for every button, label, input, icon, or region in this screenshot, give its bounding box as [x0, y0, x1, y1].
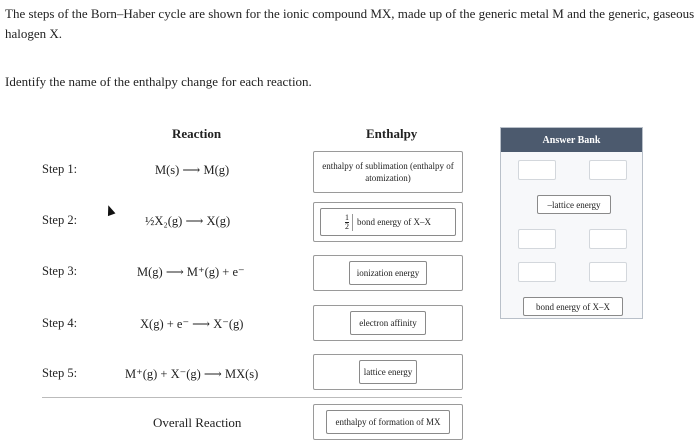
step-2-reaction: [145, 213, 230, 229]
step-1-answer-chip[interactable]: enthalpy of sublimation (enthalpy of atomization): [316, 157, 460, 187]
step-2-fraction-numerator: 1: [344, 212, 349, 222]
reaction-column-header: Reaction: [172, 126, 222, 141]
answer-bank-empty-slot[interactable]: [589, 229, 627, 249]
step-4-answer-slot[interactable]: [313, 305, 463, 341]
step-1-answer-slot[interactable]: [313, 151, 463, 193]
answer-bank-empty-slot[interactable]: [518, 160, 556, 180]
step-2-answer-slot[interactable]: [313, 202, 463, 242]
step-2-label: Step 2:: [42, 213, 78, 227]
overall-answer-chip[interactable]: enthalpy of formation of MX: [326, 410, 450, 434]
step-2-fraction: [345, 214, 353, 231]
step-3-reaction: M(g) ⟶ M⁺(g) + e⁻: [137, 265, 245, 279]
mouse-cursor-icon: [105, 204, 116, 216]
answer-bank-title: Answer Bank: [501, 128, 642, 152]
question-intro: The steps of the Born–Haber cycle are shown for the ionic compound MX, made up of the generic metal M and the generic, gaseous halogen X.: [5, 6, 695, 41]
step-5-label: Step 5:: [42, 366, 78, 380]
answer-bank-empty-slot[interactable]: [518, 229, 556, 249]
step-5-answer-slot[interactable]: [313, 354, 463, 390]
answer-bank-chip-bond-energy[interactable]: bond energy of X–X: [523, 297, 623, 316]
step-4-label: Step 4:: [42, 316, 78, 330]
step-2-coefficient: ½: [145, 214, 155, 228]
step-2-answer-chip[interactable]: [320, 208, 456, 236]
answer-bank-empty-slot[interactable]: [589, 160, 627, 180]
answer-bank-empty-slot[interactable]: [589, 262, 627, 282]
step-3-answer-chip[interactable]: ionization energy: [349, 261, 427, 285]
step-1-label: Step 1:: [42, 162, 78, 176]
step-4-reaction: X(g) + e⁻ ⟶ X⁻(g): [140, 317, 244, 331]
question-instruction: Identify the name of the enthalpy change for each reaction.: [5, 74, 312, 89]
answer-bank-chip-neg-lattice-energy[interactable]: –lattice energy: [537, 195, 611, 214]
step-2-reaction-text: X₂(g) ⟶ X(g): [154, 214, 231, 228]
step-2-answer-text: bond energy of X–X: [356, 217, 432, 227]
overall-answer-slot[interactable]: [313, 404, 463, 440]
step-1-reaction: M(s) ⟶ M(g): [155, 163, 230, 177]
enthalpy-column-header: Enthalpy: [366, 126, 418, 141]
step-5-reaction: M⁺(g) + X⁻(g) ⟶ MX(s): [125, 367, 259, 381]
step-3-label: Step 3:: [42, 264, 78, 278]
step-5-answer-chip[interactable]: lattice energy: [359, 360, 417, 384]
step-3-answer-slot[interactable]: [313, 255, 463, 291]
table-divider: [42, 397, 462, 398]
overall-reaction-label: Overall Reaction: [153, 415, 242, 430]
step-4-answer-chip[interactable]: electron affinity: [350, 311, 426, 335]
step-2-fraction-denominator: 2: [344, 221, 349, 231]
answer-bank: [500, 127, 643, 319]
answer-bank-empty-slot[interactable]: [518, 262, 556, 282]
